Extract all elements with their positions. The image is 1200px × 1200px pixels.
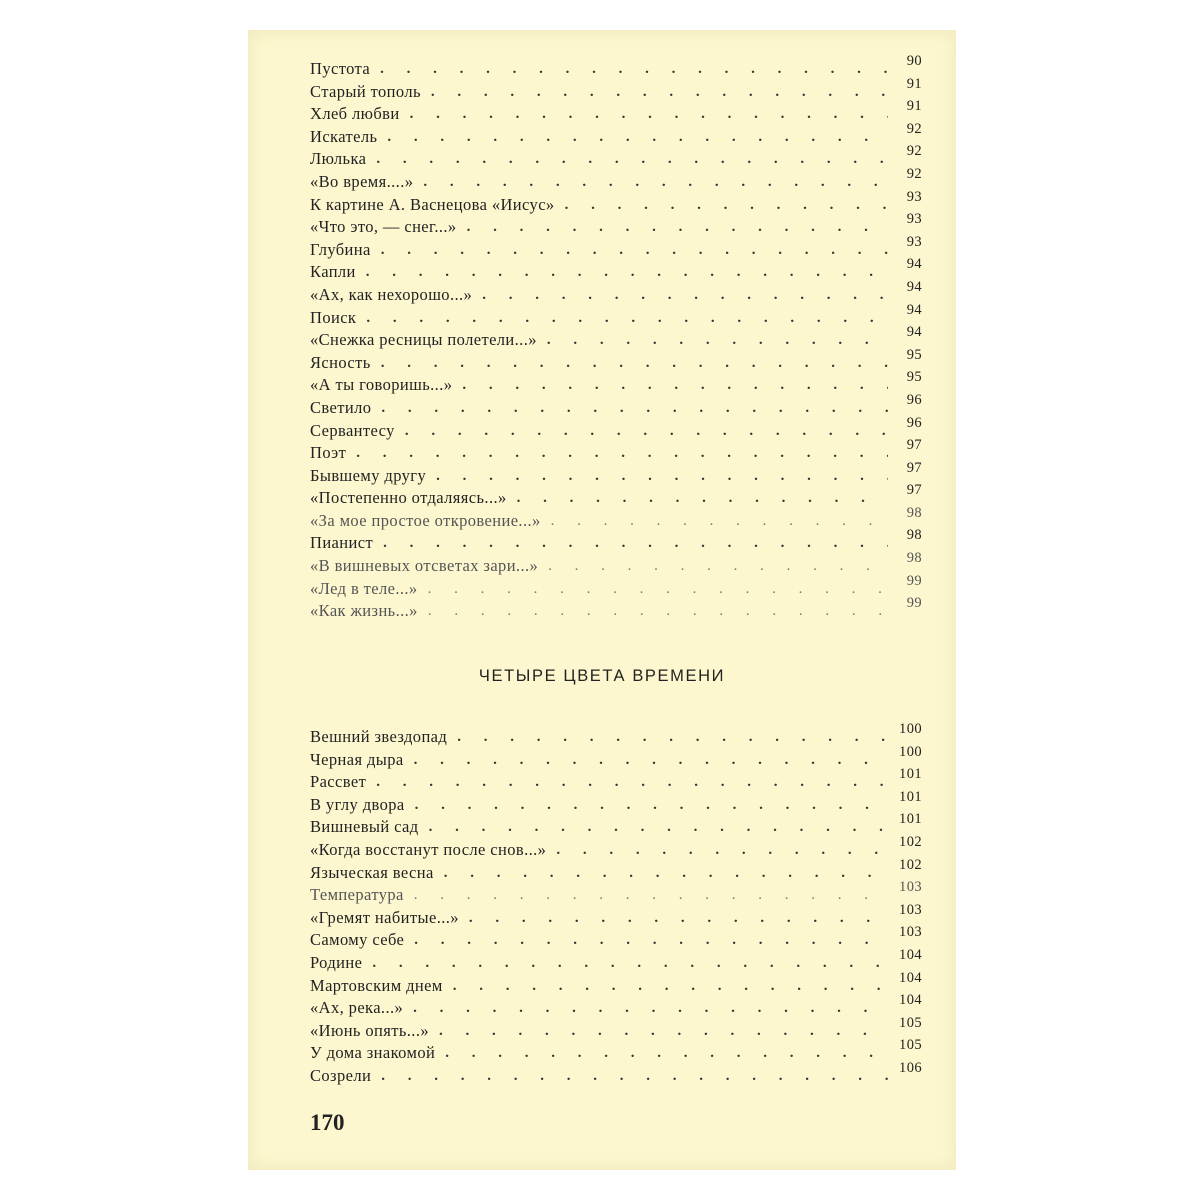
toc-entry-title: К картине А. Васнецова «Иисус» [310, 194, 555, 214]
leader-dots [414, 929, 888, 952]
toc-entry-page: 90 [906, 53, 922, 69]
toc-entry-title: Капли [310, 262, 356, 282]
toc-entry-title: Температура [310, 885, 404, 905]
toc-entry [310, 233, 922, 262]
leader-dots [410, 103, 888, 126]
toc-entry-page: 101 [899, 788, 922, 805]
toc-entry-page: 101 [899, 811, 922, 828]
leader-dots [556, 839, 888, 862]
toc-entry [310, 946, 922, 975]
leader-dots [381, 352, 888, 375]
toc-entry-title: «Лед в теле...» [310, 578, 418, 598]
toc-entry-title: «Июнь опять...» [310, 1020, 430, 1040]
leader-dots [380, 58, 888, 81]
toc-entry-title: «Ах, река...» [310, 998, 404, 1018]
toc-entry-title: Глубина [310, 239, 371, 259]
toc-entry [310, 1059, 922, 1088]
toc-entry [310, 1014, 922, 1043]
leader-dots [462, 374, 888, 397]
leader-dots [429, 816, 888, 839]
toc-entry-page: 100 [899, 743, 922, 760]
toc-entry-page: 97 [906, 482, 922, 499]
toc-entry-title: Сервантесу [310, 420, 395, 440]
leader-dots [405, 420, 888, 443]
toc-entry [310, 324, 922, 352]
toc-entry-title: Языческая весна [310, 862, 434, 882]
toc-entry [310, 721, 922, 749]
toc-entry-page: 102 [899, 833, 922, 850]
leader-dots [548, 555, 888, 578]
toc-entry-page: 99 [906, 595, 922, 612]
toc-entry-page: 92 [906, 143, 922, 160]
table-of-contents-part-2 [310, 721, 922, 1088]
toc-entry-page: 94 [906, 278, 922, 295]
toc-entry-title: «Ах, как нехорошо...» [310, 284, 473, 304]
toc-entry-title: Бывшему другу [310, 465, 427, 485]
toc-entry-title: Родине [310, 952, 363, 972]
leader-dots [547, 329, 888, 352]
toc-entry [310, 120, 922, 149]
toc-entry-title: Пианист [310, 533, 374, 553]
leader-dots [414, 884, 888, 907]
toc-entry-page: 104 [899, 992, 922, 1009]
leader-dots [444, 862, 888, 885]
toc-entry [310, 788, 922, 817]
toc-entry-title: «Постепенно отдаляясь...» [310, 488, 507, 508]
toc-entry-title: Самому себе [310, 930, 405, 950]
toc-entry-title: Светило [310, 397, 372, 417]
toc-entry [310, 459, 922, 488]
table-of-contents-part-1 [310, 53, 922, 623]
toc-entry-page: 95 [906, 346, 922, 363]
toc-entry [310, 346, 922, 375]
toc-entry-page: 94 [906, 256, 922, 273]
leader-dots [517, 487, 888, 510]
leader-dots [453, 975, 888, 998]
toc-entry-page: 99 [906, 572, 922, 589]
leader-dots [423, 171, 888, 194]
toc-entry [310, 572, 922, 601]
toc-entry-title: «В вишневых отсветах зари...» [310, 556, 539, 576]
toc-entry-page: 97 [906, 459, 922, 476]
toc-entry-title: «А ты говоришь...» [310, 375, 453, 395]
toc-entry-title: Черная дыра [310, 749, 404, 769]
leader-dots [376, 771, 888, 794]
toc-entry [310, 211, 922, 239]
toc-entry [310, 301, 922, 330]
toc-entry-page: 92 [906, 120, 922, 137]
leader-dots [467, 216, 888, 239]
leader-dots [372, 952, 888, 975]
toc-entry-title: В углу двора [310, 794, 405, 814]
toc-entry-page: 103 [899, 901, 922, 918]
toc-entry-page: 104 [899, 946, 922, 963]
toc-entry [310, 278, 922, 307]
toc-entry [310, 75, 922, 104]
toc-entry-page: 100 [899, 721, 922, 737]
toc-entry-page: 104 [899, 969, 922, 986]
toc-entry-page: 101 [899, 766, 922, 783]
toc-entry [310, 924, 922, 952]
toc-entry-page: 94 [906, 324, 922, 341]
toc-entry-page: 106 [899, 1059, 922, 1076]
toc-entry-page: 96 [906, 391, 922, 408]
toc-entry-page: 96 [906, 414, 922, 431]
toc-entry-title: «Во время....» [310, 171, 414, 191]
toc-entry-page: 92 [906, 165, 922, 182]
toc-entry [310, 482, 922, 510]
toc-entry-page: 97 [906, 437, 922, 454]
leader-dots [428, 600, 888, 623]
toc-entry-title: Люлька [310, 149, 367, 169]
toc-entry [310, 856, 922, 885]
toc-entry-title: У дома знакомой [310, 1043, 436, 1063]
toc-entry-page: 102 [899, 856, 922, 873]
leader-dots [381, 1065, 888, 1088]
leader-dots [431, 81, 888, 104]
toc-entry-page: 93 [906, 188, 922, 205]
toc-entry-title: «Что это, — снег...» [310, 217, 457, 237]
page-number: 170 [310, 1110, 345, 1135]
toc-entry-title: Рассвет [310, 772, 367, 792]
leader-dots [439, 1020, 888, 1043]
toc-entry [310, 391, 922, 420]
toc-entry [310, 504, 922, 533]
leader-dots [457, 726, 888, 749]
toc-entry-title: Вешний звездопад [310, 727, 448, 746]
toc-entry [310, 369, 922, 397]
toc-entry-title: Вишневый сад [310, 817, 419, 837]
toc-entry-page: 93 [906, 233, 922, 250]
leader-dots [469, 907, 888, 930]
toc-entry [310, 595, 922, 623]
toc-entry-page: 98 [906, 550, 922, 567]
toc-entry-title: Старый тополь [310, 81, 421, 101]
toc-entry-title: Мартовским днем [310, 975, 443, 995]
toc-entry [310, 414, 922, 443]
leader-dots [366, 261, 888, 284]
toc-entry-page: 91 [906, 98, 922, 115]
book-page [248, 30, 956, 1170]
toc-entry [310, 1037, 922, 1065]
toc-entry-title: Искатель [310, 126, 378, 146]
toc-entry-title: «Снежка ресницы полетели...» [310, 330, 537, 350]
toc-entry [310, 811, 922, 839]
leader-dots [381, 397, 888, 420]
toc-entry [310, 437, 922, 465]
toc-entry [310, 743, 922, 772]
toc-entry [310, 256, 922, 284]
toc-entry-title: «Когда восстанут после снов...» [310, 839, 547, 859]
leader-dots [565, 194, 888, 217]
toc-entry-title: «Как жизнь...» [310, 601, 418, 621]
leader-dots [413, 997, 888, 1020]
toc-entry-page: 98 [906, 527, 922, 544]
toc-entry-page: 94 [906, 301, 922, 318]
toc-entry [310, 766, 922, 794]
toc-entry-title: Хлеб любви [310, 104, 400, 124]
toc-entry [310, 833, 922, 862]
toc-entry-page: 103 [899, 924, 922, 941]
toc-entry [310, 165, 922, 194]
toc-entry [310, 969, 922, 998]
toc-entry-title: «За мое простое откровение...» [310, 510, 541, 530]
leader-dots [383, 532, 888, 555]
toc-entry-page: 105 [899, 1014, 922, 1031]
section-heading: ЧЕТЫРЕ ЦВЕТА ВРЕМЕНИ [478, 667, 726, 685]
toc-entry [310, 527, 922, 555]
leader-dots [445, 1042, 888, 1065]
leader-dots [436, 465, 888, 488]
leader-dots [366, 307, 888, 330]
toc-entry [310, 53, 922, 81]
leader-dots [376, 148, 888, 171]
toc-entry-title: Ясность [310, 352, 371, 372]
toc-entry-page: 93 [906, 211, 922, 228]
toc-entry-title: «Гремят набитые...» [310, 907, 459, 927]
leader-dots [551, 510, 888, 533]
leader-dots [387, 126, 888, 149]
toc-entry-page: 98 [906, 504, 922, 521]
leader-dots [415, 794, 888, 817]
toc-entry-title: Пустота [310, 59, 371, 78]
toc-entry-title: Созрели [310, 1065, 372, 1085]
leader-dots [428, 578, 888, 601]
toc-entry [310, 879, 922, 907]
toc-entry-page: 105 [899, 1037, 922, 1054]
toc-entry-title: Поиск [310, 307, 357, 327]
toc-entry-page: 103 [899, 879, 922, 896]
toc-entry [310, 98, 922, 126]
toc-entry [310, 550, 922, 578]
toc-entry [310, 901, 922, 930]
leader-dots [381, 239, 888, 262]
leader-dots [482, 284, 888, 307]
leader-dots [414, 749, 888, 772]
leader-dots [356, 442, 888, 465]
toc-entry [310, 992, 922, 1020]
toc-entry [310, 188, 922, 217]
toc-entry-title: Поэт [310, 443, 347, 463]
toc-entry-page: 91 [906, 75, 922, 92]
toc-entry [310, 143, 922, 171]
toc-entry-page: 95 [906, 369, 922, 386]
